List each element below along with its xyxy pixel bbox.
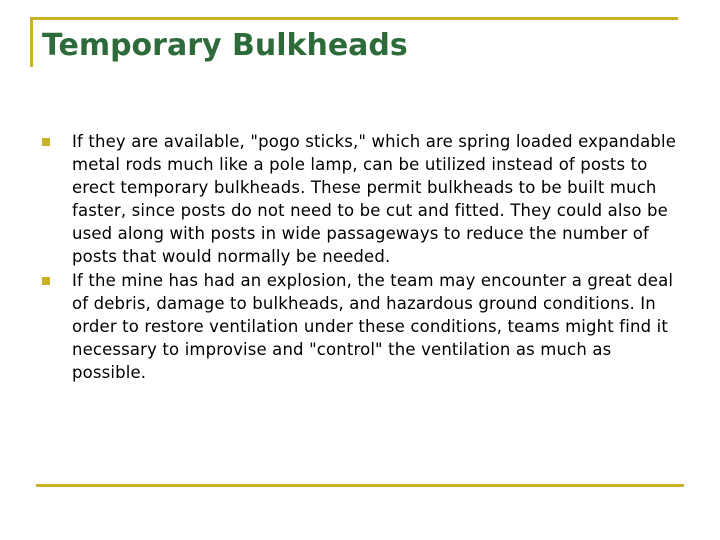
left-frame-line: [30, 17, 33, 67]
slide-title: Temporary Bulkheads: [42, 28, 408, 63]
top-frame-line: [30, 17, 678, 20]
bullet-item: [42, 269, 682, 384]
bullet-text: If the mine has had an explosion, the team may encounter a great deal of debris, damage to bulkheads, and hazardous ground conditions. In order to restore ventilation under these conditions, teams might find it necessary to improvise and "control" the ventilation as much as possible.: [72, 270, 674, 382]
bullet-text: If they are available, "pogo sticks," which are spring loaded expandable metal rods much like a pole lamp, can be utilized instead of posts to erect temporary bulkheads. These permit bulkheads to be built much faster, since posts do not need to be cut and fitted. They could also be used along with posts in wide passageways to reduce the number of posts that would normally be needed.: [72, 132, 677, 267]
bottom-frame-line: [36, 484, 684, 487]
bullet-item: [42, 130, 682, 269]
square-bullet-icon: [42, 138, 50, 146]
bullet-list: [42, 130, 682, 384]
square-bullet-icon: [42, 277, 50, 285]
